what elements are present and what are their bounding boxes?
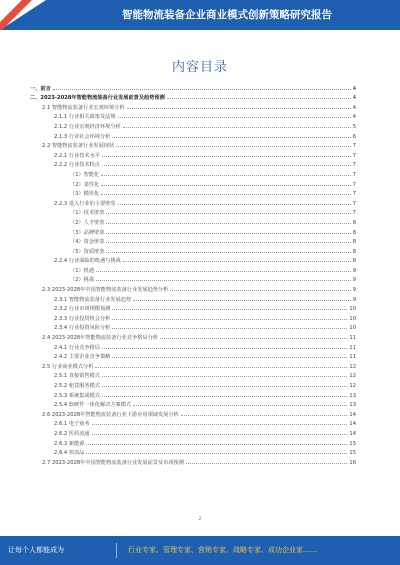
toc-entry[interactable] <box>30 130 356 140</box>
toc-leader-dots <box>102 386 347 387</box>
toc-entry[interactable] <box>30 427 356 437</box>
footer-slogan-left: 让每个人都能成为 <box>8 546 64 554</box>
toc-entry-label: （1）智能化 <box>70 171 100 178</box>
toc-leader-dots <box>181 415 348 416</box>
toc-leader-dots <box>123 261 351 262</box>
toc-entry-page: 12 <box>349 383 356 389</box>
toc-entry-page: 6 <box>352 133 356 140</box>
toc-entry-page: 8 <box>352 239 356 246</box>
toc-entry-page: 9 <box>352 277 356 284</box>
toc-leader-dots <box>112 357 347 358</box>
toc-entry-page: 10 <box>349 325 356 332</box>
toc-entry-label: 2.5.2 租赁服务模式 <box>54 383 100 389</box>
toc-entry-page: 15 <box>349 440 356 447</box>
toc-entry-label: 一、前言 <box>30 85 51 92</box>
toc-entry[interactable] <box>30 245 356 255</box>
toc-entry[interactable] <box>30 274 356 284</box>
toc-entry[interactable] <box>30 293 356 303</box>
toc-leader-dots <box>112 137 350 138</box>
toc-leader-dots <box>92 424 348 425</box>
toc-entry-page: 8 <box>352 219 356 226</box>
toc-entry-label: 2.2.3 进入行业的主要壁垒 <box>54 200 116 207</box>
toc-entry-label: 2.2.4 行业面临的机遇与挑战 <box>54 258 121 265</box>
toc-entry-page: 15 <box>349 450 356 457</box>
toc-leader-dots <box>186 463 347 464</box>
toc-entry[interactable] <box>30 101 356 111</box>
toc-entry-label: 2.1.2 行业宏观经济环境分析 <box>54 123 121 130</box>
toc-entry-page: 7 <box>352 200 356 207</box>
toc-entry-page: 11 <box>349 354 356 361</box>
toc-entry[interactable] <box>30 197 356 207</box>
toc-leader-dots <box>102 348 347 349</box>
toc-leader-dots <box>106 252 350 253</box>
toc-heading: 内容目录 <box>171 60 228 75</box>
toc-entry[interactable] <box>30 283 356 293</box>
toc-leader-dots <box>53 89 351 90</box>
toc-leader-dots <box>167 98 351 99</box>
toc-leader-dots <box>106 233 350 234</box>
toc-entry[interactable] <box>30 140 356 150</box>
toc-entry-page: 14 <box>349 421 356 428</box>
toc-entry-page: 11 <box>349 344 356 351</box>
toc-leader-dots <box>101 175 350 176</box>
toc-entry-page: 16 <box>349 459 356 466</box>
toc-entry-label: 2.1 智能物流装备行业宏观环境分析 <box>42 104 125 111</box>
toc-entry-label: 二、2023-2028年智能物流装备行业发展前景及趋势预测 <box>30 95 165 102</box>
toc-entry-label: 2.5.1 直接销售模式 <box>54 373 100 380</box>
toc-leader-dots <box>96 271 351 272</box>
toc-entry[interactable] <box>30 379 356 389</box>
toc-entry-page: 4 <box>352 114 356 121</box>
toc-leader-dots <box>160 338 347 339</box>
toc-entry-label: （2）挑战 <box>70 277 95 284</box>
toc-entry[interactable] <box>30 408 356 418</box>
toc-entry-label: 2.1.3 行业社会环境分析 <box>54 133 111 140</box>
toc-entry-page: 8 <box>352 258 356 265</box>
toc-entry-label: 2.5.4 软硬件一体化解决方案模式 <box>54 402 132 409</box>
toc-leader-dots <box>92 434 348 435</box>
toc-entry-label: 2.4 2023-2028年智能物流装备行业竞争格局分析 <box>42 335 158 342</box>
toc-entry-label: （5）资质壁垒 <box>70 248 105 255</box>
toc-entry-label: （2）柔性化 <box>70 181 100 188</box>
toc-entry[interactable] <box>30 178 356 188</box>
toc-entry-page: 10 <box>349 315 356 322</box>
toc-entry-page: 8 <box>352 229 356 236</box>
toc-entry[interactable] <box>30 188 356 198</box>
toc-leader-dots <box>170 290 350 291</box>
toc-entry-page: 12 <box>349 363 356 370</box>
toc-entry[interactable] <box>30 322 356 332</box>
toc-entry-label: （1）技术壁垒 <box>70 210 105 217</box>
toc-entry-label: （4）资金壁垒 <box>70 239 105 246</box>
toc-entry[interactable] <box>30 331 356 341</box>
toc-leader-dots <box>102 396 347 397</box>
toc-entry-label: 2.2 智能物流装备行业发展现状 <box>42 143 115 150</box>
toc-entry-page: 7 <box>352 162 356 169</box>
toc-entry-page: 7 <box>352 191 356 198</box>
toc-leader-dots <box>102 376 347 377</box>
toc-entry-page: 12 <box>349 373 356 380</box>
toc-entry[interactable] <box>30 255 356 265</box>
toc-entry-page: 10 <box>349 306 356 313</box>
toc-entry-label: （3）模块化 <box>70 191 100 198</box>
toc-leader-dots <box>133 300 351 301</box>
toc-entry[interactable] <box>30 399 356 409</box>
toc-entry[interactable] <box>30 82 356 92</box>
toc-entry-page: 9 <box>352 267 356 274</box>
toc-entry-label: 2.6.1 电子商务 <box>54 421 90 428</box>
toc-entry[interactable] <box>30 341 356 351</box>
toc-entry[interactable] <box>30 418 356 428</box>
toc-entry-label: 2.4.1 行业竞争格局 <box>54 344 100 351</box>
toc-leader-dots <box>112 328 347 329</box>
toc-entry-page: 7 <box>352 171 356 178</box>
toc-entry-label: 2.6.2 医药流通 <box>54 430 90 437</box>
toc-entry[interactable] <box>30 168 356 178</box>
toc-entry[interactable] <box>30 226 356 236</box>
toc-entry[interactable] <box>30 207 356 217</box>
toc-entry-label: （3）品牌壁垒 <box>70 229 105 236</box>
toc-leader-dots <box>106 242 350 243</box>
toc-leader-dots <box>96 280 351 281</box>
toc-leader-dots <box>123 127 351 128</box>
toc-entry[interactable] <box>30 351 356 361</box>
toc-entry[interactable] <box>30 159 356 169</box>
toc-entry-page: 13 <box>349 402 356 409</box>
toc-entry-label: 2.1.1 行业相关政策及法规 <box>54 114 116 121</box>
toc-entry-page: 8 <box>352 248 356 255</box>
toc-entry-label: 2.3.2 行业市场规模预测 <box>54 306 111 313</box>
toc-entry-page: 7 <box>352 210 356 217</box>
toc-entry-label: 2.3 2023-2028年中国智能物流装备行业发展趋势分析 <box>42 287 169 294</box>
footer-slogan-right: 行业专家、管理专家、营销专家、战略专家、成功企业家…… <box>128 546 317 554</box>
toc-entry-label: 2.4.2 主要企业竞争策略 <box>54 354 111 361</box>
toc-leader-dots <box>112 319 347 320</box>
toc-entry-label: 2.6 2023-2028年智能物流装备行业下游应用领域发展分析 <box>42 411 179 418</box>
toc-entry-page: 9 <box>352 287 356 294</box>
toc-entry[interactable] <box>30 389 356 399</box>
toc-entry[interactable] <box>30 264 356 274</box>
footer-band <box>0 536 400 565</box>
table-of-contents <box>30 82 356 466</box>
toc-leader-dots <box>118 204 351 205</box>
toc-entry[interactable] <box>30 456 356 466</box>
footer-divider <box>116 543 117 558</box>
toc-leader-dots <box>101 194 350 195</box>
toc-leader-dots <box>95 367 347 368</box>
toc-leader-dots <box>133 405 347 406</box>
toc-leader-dots <box>86 444 347 445</box>
header-bar <box>0 0 400 30</box>
toc-leader-dots <box>116 146 351 147</box>
toc-entry-label: 2.5.3 系统集成模式 <box>54 392 100 399</box>
toc-entry[interactable] <box>30 437 356 447</box>
toc-leader-dots <box>102 156 351 157</box>
toc-entry[interactable] <box>30 111 356 121</box>
toc-entry-page: 4 <box>352 95 356 102</box>
toc-entry-page: 9 <box>352 296 356 303</box>
toc-entry-page: 7 <box>352 152 356 159</box>
toc-leader-dots <box>127 108 351 109</box>
toc-entry-label: 2.7 2023-2028年中国智能物流装备行业发展前景及市场预测 <box>42 459 184 466</box>
toc-leader-dots <box>112 309 347 310</box>
toc-entry[interactable] <box>30 120 356 130</box>
toc-entry-label: （1）机遇 <box>70 267 95 274</box>
toc-entry[interactable] <box>30 370 356 380</box>
toc-entry-page: 4 <box>352 104 356 111</box>
page-number: 2 <box>198 516 202 522</box>
toc-entry-label: 2.5 行业商业模式分析 <box>42 363 94 370</box>
toc-leader-dots <box>101 185 350 186</box>
toc-entry[interactable] <box>30 92 356 102</box>
toc-entry-page: 4 <box>352 85 356 92</box>
toc-entry-label: 2.2.2 行业技术特点 <box>54 162 100 169</box>
toc-entry[interactable] <box>30 149 356 159</box>
toc-entry-label: （2）人才壁垒 <box>70 219 105 226</box>
toc-entry-label: 2.6.3 新能源 <box>54 440 85 447</box>
toc-leader-dots <box>106 213 350 214</box>
toc-entry-label: 2.3.4 行业投资风险分析 <box>54 325 111 332</box>
toc-entry-label: 2.3.1 智能物流装备行业发展趋势 <box>54 296 132 303</box>
toc-entry-page: 5 <box>352 123 356 130</box>
toc-entry-page: 13 <box>349 392 356 399</box>
toc-entry-label: 2.6.4 快消品 <box>54 450 85 457</box>
toc-entry-label: 2.2.1 行业技术水平 <box>54 152 100 159</box>
toc-leader-dots <box>118 117 351 118</box>
toc-entry[interactable] <box>30 216 356 226</box>
toc-leader-dots <box>106 223 350 224</box>
document-title: 智能物流装备企业商业模式创新策略研究报告 <box>122 9 332 21</box>
toc-entry[interactable] <box>30 236 356 246</box>
toc-entry[interactable] <box>30 312 356 322</box>
toc-entry[interactable] <box>30 447 356 457</box>
toc-entry[interactable] <box>30 360 356 370</box>
toc-entry-page: 14 <box>349 411 356 418</box>
toc-entry-page: 11 <box>349 335 356 342</box>
toc-leader-dots <box>86 453 347 454</box>
toc-leader-dots <box>102 165 351 166</box>
toc-entry-page: 14 <box>349 430 356 437</box>
toc-entry[interactable] <box>30 303 356 313</box>
toc-entry-page: 7 <box>352 181 356 188</box>
toc-entry-page: 7 <box>352 143 356 150</box>
toc-entry-label: 2.3.3 行业投资机会分析 <box>54 315 111 322</box>
